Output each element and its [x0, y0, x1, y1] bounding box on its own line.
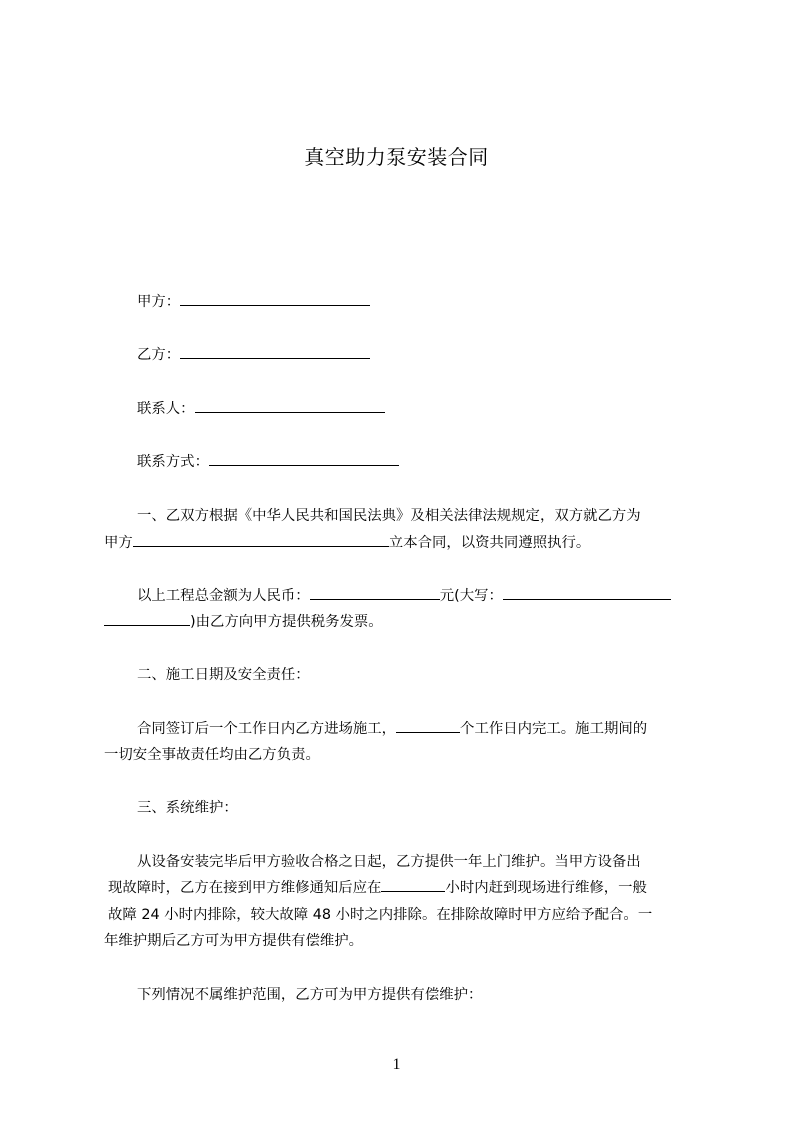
section-3-line-1: [104, 852, 704, 872]
clause-1-prefix: 甲方: [104, 535, 133, 551]
clause-1-line-2: [104, 533, 704, 553]
party-b-field: [104, 345, 704, 365]
party-a-field: [104, 292, 704, 312]
section-2-suffix: 个工作日内完工。施工期间的: [460, 721, 648, 737]
section-3-text-4: 年维护期后乙方可为甲方提供有偿维护。: [104, 933, 364, 949]
section-3-text-3: 故障 24 小时内排除，较大故障 48 小时之内排除。在排除故障时甲方应给予配合。一: [108, 907, 653, 923]
contact-method-blank: [209, 452, 399, 466]
party-b-blank: [180, 345, 370, 359]
page-number: 1: [392, 1056, 401, 1073]
clause-1-text: 一、乙双方根据《中华人民共和国民法典》及相关法律法规规定，双方就乙方为: [137, 508, 641, 524]
section-2-heading: [104, 665, 704, 685]
section-3-line-2: [104, 878, 704, 898]
section-3-prefix: 现故障时，乙方在接到甲方维修通知后应在: [108, 880, 382, 896]
section-2-text: 一切安全事故责任均由乙方负责。: [104, 747, 320, 763]
clause-1-blank: [133, 533, 389, 547]
party-a-blank: [180, 292, 370, 306]
amount-capital-blank: [503, 586, 671, 600]
contact-method-label: 联系方式：: [137, 454, 209, 470]
section-2-line-2: [104, 745, 704, 765]
completion-days-blank: [396, 719, 460, 733]
section-3-heading: [104, 798, 704, 818]
section-2-heading-text: 二、施工日期及安全责任：: [137, 667, 310, 683]
amount-capital-blank-continued: [104, 612, 190, 626]
section-3-heading-text: 三、系统维护：: [137, 800, 238, 816]
clause-1-line-1: [104, 506, 704, 526]
contact-person-label: 联系人：: [137, 401, 195, 417]
contact-person-field: [104, 399, 704, 419]
section-3-text-1: 从设备安装完毕后甲方验收合格之日起，乙方提供一年上门维护。当甲方设备出: [137, 854, 641, 870]
amount-blank: [310, 586, 440, 600]
contact-method-field: [104, 452, 704, 472]
exclusions-intro-text: 下列情况不属维护范围，乙方可为甲方提供有偿维护：: [137, 987, 483, 1003]
clause-1-suffix: 立本合同，以资共同遵照执行。: [388, 535, 591, 551]
amount-line-2: [104, 612, 704, 632]
amount-suffix: )由乙方向甲方提供税务发票。: [190, 614, 383, 630]
amount-capital-label: 元(大写：: [439, 588, 503, 604]
party-b-label: 乙方：: [137, 347, 181, 363]
section-3-line-4: [104, 931, 704, 951]
amount-prefix: 以上工程总金额为人民币：: [137, 588, 310, 604]
section-2-prefix: 合同签订后一个工作日内乙方进场施工，: [137, 721, 397, 737]
response-hours-blank: [381, 878, 445, 892]
section-2-line-1: [104, 719, 704, 739]
section-3-suffix: 小时内赶到现场进行维修，一般: [445, 880, 647, 896]
amount-line-1: [104, 586, 704, 606]
section-3-line-3: [104, 905, 704, 925]
contact-person-blank: [195, 399, 385, 413]
party-a-label: 甲方：: [137, 294, 181, 310]
exclusions-intro: [104, 985, 704, 1005]
page-title: 真空助力泵安装合同: [304, 145, 489, 169]
